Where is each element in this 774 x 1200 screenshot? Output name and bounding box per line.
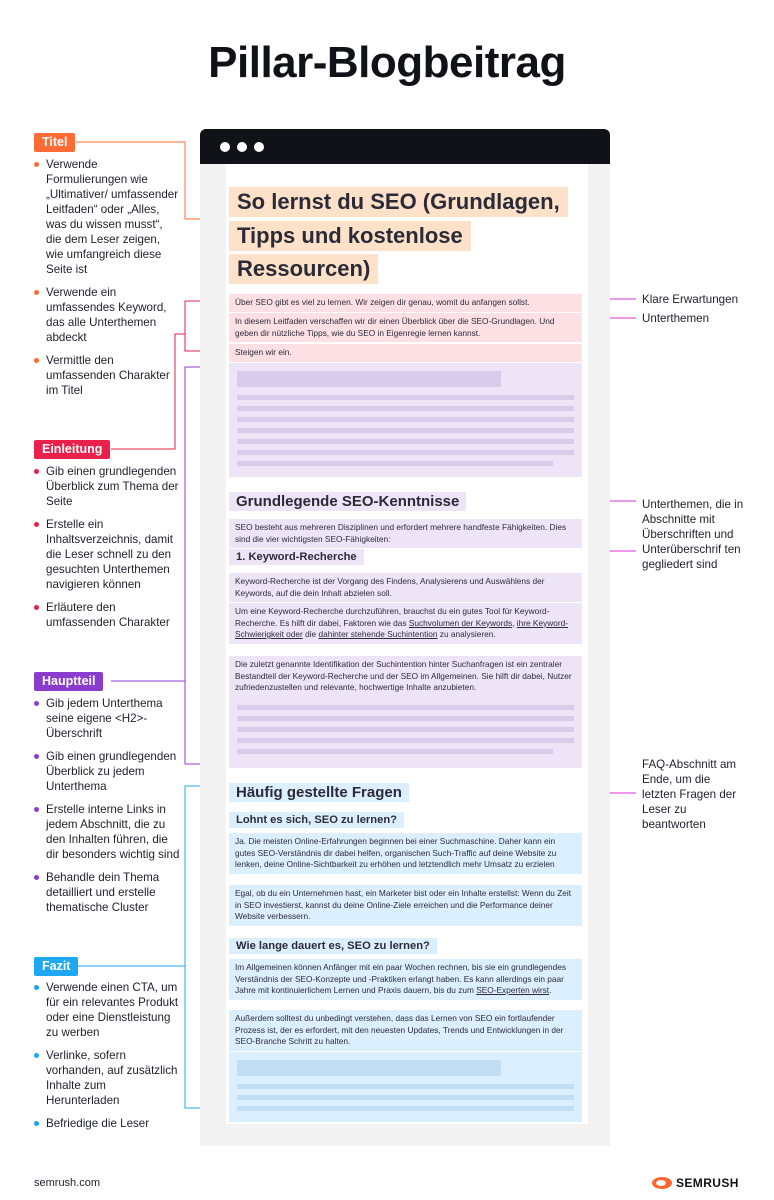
tag-fazit: Fazit xyxy=(34,957,78,976)
page-title: Pillar-Blogbeitrag xyxy=(208,38,566,87)
list-item: Vermittle den umfassenden Charakter im Titel xyxy=(34,353,180,398)
placeholder-line xyxy=(237,705,574,710)
semrush-logo xyxy=(652,1175,739,1191)
section-paragraph: Die zuletzt genannte Identifikation der Suchintention hinter Suchanfragen ist ein zentraler Bestandteil der Keyword-Recherche und der SEO im Allgemeinen. Sie hilft dir dabei, Nutzer zufriedenzustellen und relevante, hochwertige Inhalte anzubieten. xyxy=(229,656,582,697)
browser-bar xyxy=(200,129,610,164)
placeholder-line xyxy=(237,428,574,433)
placeholder-line xyxy=(237,439,574,444)
text-run: . xyxy=(549,985,552,995)
placeholder-line xyxy=(237,738,574,743)
placeholder-line xyxy=(237,395,574,400)
section-paragraph: SEO besteht aus mehreren Disziplinen und erfordert mehrere handfeste Fähigkeiten. Dies sind die vier wichtigsten SEO-Fähigkeiten: xyxy=(229,519,582,548)
intro-paragraph: Über SEO gibt es viel zu lernen. Wir zeigen dir genau, womit du anfangen sollst. xyxy=(229,294,582,312)
placeholder-line xyxy=(237,1106,574,1111)
window-dot-icon xyxy=(237,142,247,152)
placeholder-line xyxy=(237,749,553,754)
faq-question: Lohnt es sich, SEO zu lernen? xyxy=(229,812,404,828)
faq-answer: Ja. Die meisten Online-Erfahrungen beginnen bei einer Suchmaschine. Daher kann ein gutes SEO-Verständnis dir dabei helfen, organischen Such-Traffic auf deine Website zu lenken, deine Online-Sichtbarkeit zu erhöhen und letztendlich mehr Umsatz zu erzielen xyxy=(229,833,582,874)
placeholder-line xyxy=(237,1095,574,1100)
list-item: Gib einen grundlegenden Überblick zu jedem Unterthema xyxy=(34,749,180,794)
text-run: zu analysieren. xyxy=(437,629,496,639)
placeholder-line xyxy=(237,450,574,455)
window-dot-icon xyxy=(254,142,264,152)
fazit-list xyxy=(34,980,180,1139)
article-h1-line: Ressourcen) xyxy=(229,254,378,284)
text-run: , xyxy=(512,617,517,628)
placeholder-line xyxy=(237,406,574,411)
section-paragraph xyxy=(229,603,582,644)
semrush-logo-icon xyxy=(652,1177,672,1189)
window-dot-icon xyxy=(220,142,230,152)
list-item: Erstelle interne Links in jedem Abschnitt, die zu den Inhalten führen, die dir besonders wichtig sind xyxy=(34,802,180,862)
faq-answer: Außerdem solltest du unbedingt verstehen, dass das Lernen von SEO ein fortlaufender Prozess ist, der es erfordert, mit den neuesten Updates, Trends und Entwicklungen in der SEO-Branche Schritt zu halten. xyxy=(229,1010,582,1051)
hauptteil-list xyxy=(34,696,180,923)
list-item: Erläutere den umfassenden Charakter xyxy=(34,600,180,630)
einleitung-list xyxy=(34,464,180,638)
placeholder-heading xyxy=(237,1060,501,1076)
tag-einleitung: Einleitung xyxy=(34,440,110,459)
intro-paragraph: Steigen wir ein. xyxy=(229,344,582,362)
article-h1-line: Tipps und kostenlose xyxy=(229,221,471,251)
faq-answer: Egal, ob du ein Unternehmen hast, ein Marketer bist oder ein Inhalte erstellst: Wenn du Zeit in SEO investierst, kannst du deine Online-Ziele erreichen und die Performance deiner Website verbessern. xyxy=(229,885,582,926)
annotation-unterthemen: Unterthemen xyxy=(642,312,710,325)
section-heading: Grundlegende SEO-Kenntnisse xyxy=(229,492,466,511)
list-item: Verlinke, sofern vorhanden, auf zusätzlich Inhalte zum Herunterladen xyxy=(34,1048,180,1108)
link-seo-experten[interactable]: SEO-Experten wirst xyxy=(476,985,550,995)
placeholder-line xyxy=(237,461,553,466)
article-h1-line: So lernst du SEO (Grundlagen, xyxy=(229,187,568,217)
section-paragraph: Keyword-Recherche ist der Vorgang des Findens, Analysierens und Auswählens der Keywords, auf die dein Inhalt abzielen soll. xyxy=(229,573,582,602)
placeholder-line xyxy=(237,716,574,721)
intro-paragraph: In diesem Leitfaden verschaffen wir dir einen Überblick über die SEO-Grundlagen. Und geben dir nützliche Tipps, wie du SEO in Eigenregie lernen kannst. xyxy=(229,313,582,342)
annotation-klare-erwartungen: Klare Erwartungen xyxy=(642,293,739,306)
placeholder-content-block xyxy=(229,1052,582,1122)
tag-titel: Titel xyxy=(34,133,75,152)
titel-list xyxy=(34,157,180,406)
link-keyword-schwierigkeit[interactable]: ihre Keyword-Schwierigkeit oder xyxy=(235,617,568,639)
text-run: Um eine Keyword-Recherche durchzuführen, brauchst du ein gutes Tool für Keyword-Recherche. Es hilft dir dabei, Faktoren wie das xyxy=(235,606,550,628)
annotation-faq: FAQ-Abschnitt am Ende, um die letzten Fragen der Leser zu beantworten xyxy=(642,758,737,831)
placeholder-heading xyxy=(237,371,501,387)
footer-site: semrush.com xyxy=(34,1177,101,1189)
tag-hauptteil: Hauptteil xyxy=(34,672,103,691)
annotation-abschnitte: Unterthemen, die in Abschnitte mit Überschriften und Unterüberschrif ten gegliedert sind xyxy=(642,498,744,571)
list-item: Gib einen grundlegenden Überblick zum Thema der Seite xyxy=(34,464,180,509)
list-item: Gib jedem Unterthema seine eigene <H2>-Überschrift xyxy=(34,696,180,741)
text-run: Im Allgemeinen können Anfänger mit ein paar Wochen rechnen, bis sie ein grundlegendes Verständnis der SEO-Konzepte und -Praktiken erlangt haben. Es kann allerdings ein paar Jahre mit kontinuierlichem Lernen und Praxis dauern, bis du zum xyxy=(235,962,567,995)
placeholder-content-block xyxy=(229,697,582,768)
faq-heading: Häufig gestellte Fragen xyxy=(229,783,409,802)
link-suchvolumen[interactable]: Suchvolumen der Keywords xyxy=(408,617,513,628)
list-item: Verwende Formulierungen wie „Ultimativer/ umfassender Leitfaden“ oder „Alles, was du wissen musst“, die dem Leser zeigen, wie umfangreich diese Seite ist xyxy=(34,157,180,277)
list-item: Verwende einen CTA, um für ein relevantes Produkt oder eine Dienstleistung zu werben xyxy=(34,980,180,1040)
faq-question: Wie lange dauert es, SEO zu lernen? xyxy=(229,938,437,954)
text-run: die xyxy=(302,629,319,639)
list-item: Erstelle ein Inhaltsverzeichnis, damit die Leser schnell zu den gesuchten Unterthemen navigieren können xyxy=(34,517,180,592)
placeholder-content-block xyxy=(229,363,582,477)
placeholder-line xyxy=(237,1084,574,1089)
list-item: Behandle dein Thema detailliert und erstelle thematische Cluster xyxy=(34,870,180,915)
faq-answer xyxy=(229,959,582,1000)
placeholder-line xyxy=(237,417,574,422)
list-item: Verwende ein umfassendes Keyword, das alle Unterthemen abdeckt xyxy=(34,285,180,345)
logo-text: SEMRUSH xyxy=(676,1176,739,1190)
list-item: Befriedige die Leser xyxy=(34,1116,180,1131)
subsection-heading: 1. Keyword-Recherche xyxy=(229,549,364,565)
link-suchintention[interactable]: dahinter stehende Suchintention xyxy=(318,629,438,639)
placeholder-line xyxy=(237,727,574,732)
